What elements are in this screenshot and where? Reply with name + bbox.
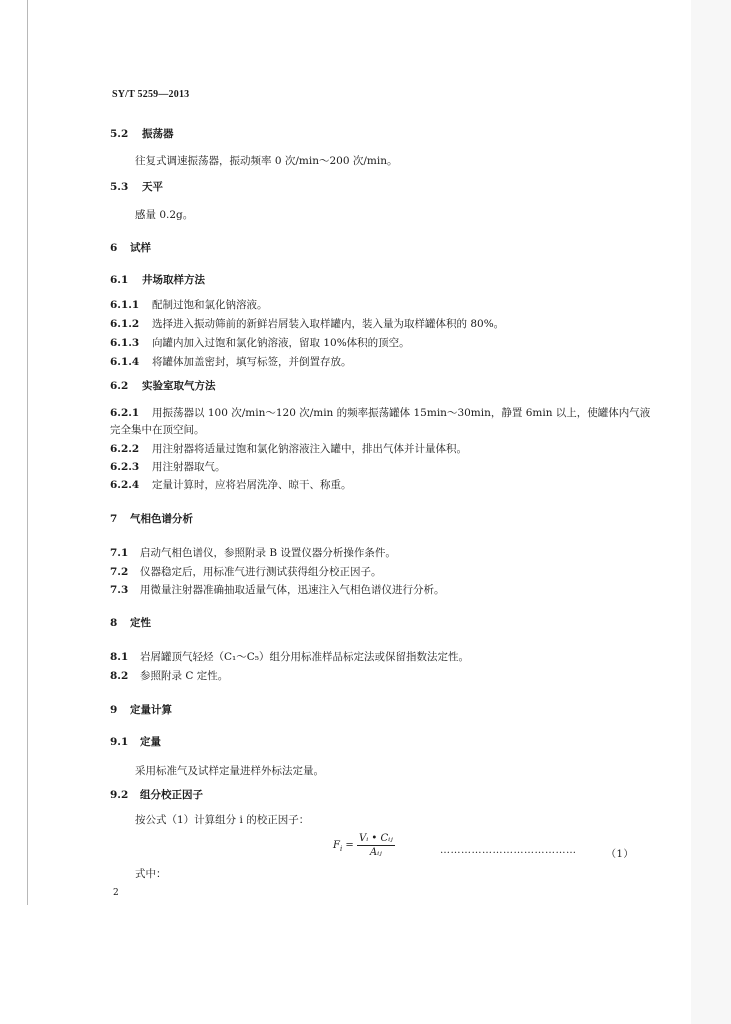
section-heading-6 [110,241,151,255]
section-title: 定性 [130,617,151,629]
clause-6-2-1 [110,405,660,439]
formula-lhs-subscript: i [339,845,343,853]
clause-text: 用振荡器以 100 次/min～120 次/min 的频率振荡罐体 15min～30min，静置 6min 以上，使罐体内气液完全集中在顶空间。 [110,407,651,436]
clause-text: 启动气相色谱仪，参照附录 B 设置仪器分析操作条件。 [140,547,396,559]
clause-7-3 [110,583,445,597]
section-title: 天平 [142,181,163,193]
section-number: 9.2 [110,789,129,801]
section-heading-6-1 [110,273,205,287]
section-number: 8 [110,617,118,629]
clause-text: 仪器稳定后，用标准气进行测试获得组分校正因子。 [140,566,382,578]
section-title: 气相色谱分析 [130,513,193,525]
clause-number: 7.1 [110,547,129,559]
paragraph-5-2: 往复式调速振荡器，振动频率 0 次/min～200 次/min。 [135,155,398,167]
clause-text: 参照附录 C 定性。 [140,670,229,682]
clause-number: 8.1 [110,651,129,663]
section-title: 试样 [130,242,151,254]
clause-6-1-4 [110,355,352,369]
formula-denominator: Aᵢⱼ [369,847,382,858]
clause-text: 用注射器将适量过饱和氯化钠溶液注入罐中，排出气体并计量体积。 [152,443,467,455]
clause-7-2 [110,565,382,579]
formula-lhs: F [333,840,340,851]
paragraph-9-1: 采用标准气及试样定量进样外标法定量。 [135,765,324,777]
clause-text: 将罐体加盖密封，填写标签，并倒置存放。 [152,356,352,368]
section-title: 定量 [140,736,161,748]
page-number: 2 [113,888,119,898]
section-heading-6-2 [110,379,216,393]
section-number: 9.1 [110,736,129,748]
clause-text: 用微量注射器准确抽取适量气体，迅速注入气相色谱仪进行分析。 [140,584,445,596]
section-heading-5-3 [110,180,163,194]
where-label: 式中： [135,868,167,880]
clause-text: 配制过饱和氯化钠溶液。 [152,299,268,311]
section-title: 振荡器 [142,128,174,140]
clause-number: 7.2 [110,566,129,578]
paragraph-5-3: 感量 0.2g。 [135,209,194,221]
clause-number: 6.1.1 [110,299,140,311]
section-number: 6.1 [110,274,129,286]
standard-code: SY/T 5259—2013 [112,89,190,100]
clause-number: 6.1.2 [110,318,140,330]
clause-number: 6.2.3 [110,461,140,473]
formula-leader-dots: ………………………………… [440,845,577,856]
formula-1 [333,833,395,858]
clause-7-1 [110,546,396,560]
section-number: 6.2 [110,380,129,392]
page-right-margin [691,0,731,1024]
section-heading-5-2 [110,127,174,141]
section-number: 7 [110,513,118,525]
section-title: 实验室取气方法 [142,380,216,392]
section-title: 组分校正因子 [140,789,203,801]
clause-number: 7.3 [110,584,129,596]
clause-text: 定量计算时，应将岩屑洗净、晾干、称重。 [152,479,352,491]
section-heading-7 [110,512,193,526]
clause-text: 岩屑罐顶气轻烃（C₁～C₅）组分用标准样品标定法或保留指数法定性。 [140,651,469,663]
formula-numerator: Vᵢ • Cᵢⱼ [358,833,393,844]
clause-number: 6.2.2 [110,443,140,455]
clause-8-2 [110,669,228,683]
clause-6-2-3 [110,460,226,474]
clause-8-1 [110,650,469,664]
clause-text: 选择进入振动筛前的新鲜岩屑装入取样罐内，装入量为取样罐体积的 80%。 [152,318,505,330]
section-number: 6 [110,242,118,254]
clause-6-1-2 [110,317,504,331]
section-heading-9-1 [110,735,161,749]
formula-number: （1） [606,849,634,860]
section-heading-9 [110,703,172,717]
clause-6-1-1 [110,298,268,312]
clause-number: 6.1.3 [110,337,140,349]
clause-6-1-3 [110,336,410,350]
section-number: 5.2 [110,128,129,140]
page-left-edge [27,0,28,905]
formula-fraction [357,833,395,858]
formula-equals: = [345,840,354,851]
clause-number: 6.1.4 [110,356,140,368]
clause-6-2-4 [110,478,352,492]
section-title: 井场取样方法 [142,274,205,286]
clause-number: 8.2 [110,670,129,682]
clause-text: 向罐内加入过饱和氯化钠溶液，留取 10%体积的顶空。 [152,337,410,349]
clause-text: 用注射器取气。 [152,461,226,473]
clause-6-2-2 [110,442,467,456]
section-heading-9-2 [110,788,203,802]
paragraph-9-2: 按公式（1）计算组分 i 的校正因子： [135,814,310,826]
section-number: 5.3 [110,181,129,193]
section-number: 9 [110,704,118,716]
clause-number: 6.2.1 [110,407,140,419]
clause-number: 6.2.4 [110,479,140,491]
section-title: 定量计算 [130,704,172,716]
section-heading-8 [110,616,151,630]
